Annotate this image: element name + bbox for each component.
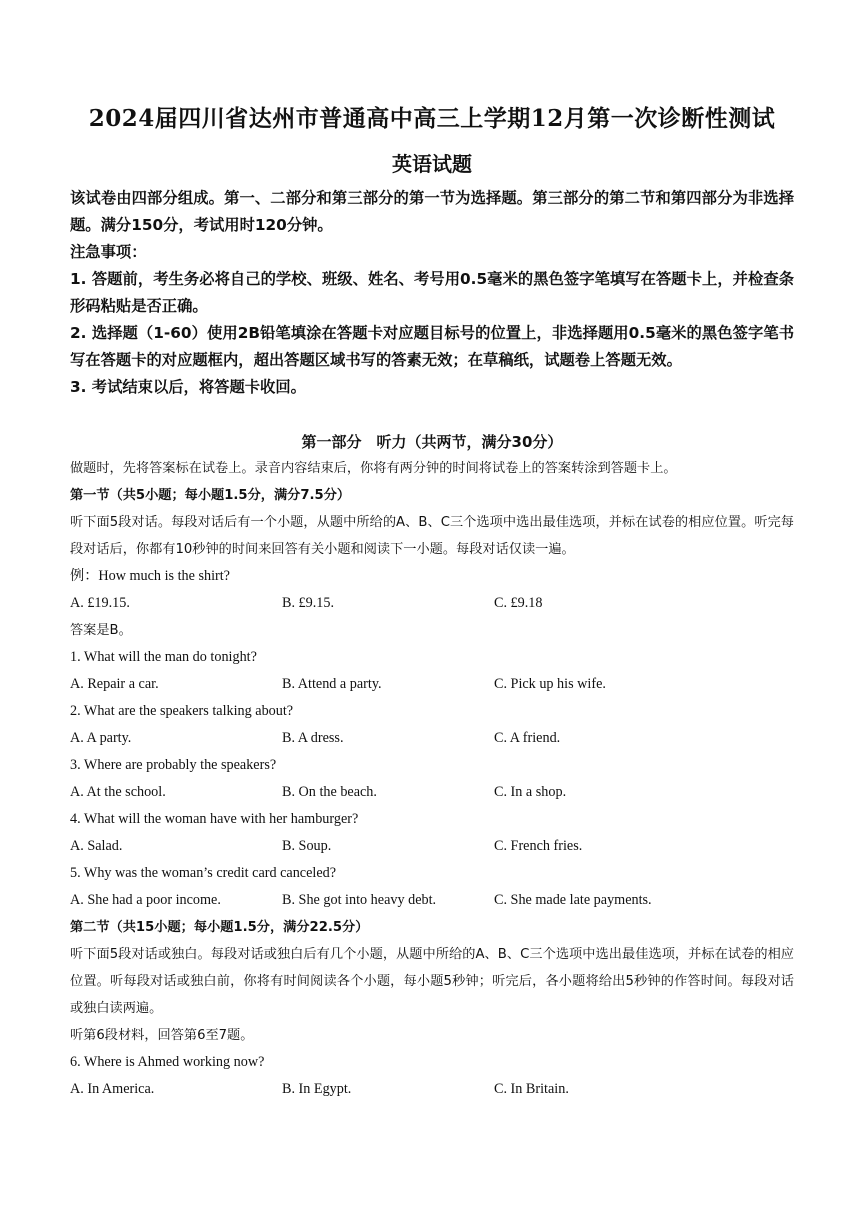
option-c: C. A friend. [494,730,561,746]
note-3: 3. 考试结束以后，将答题卡收回。 [70,378,306,396]
option-c: C. £9.18 [494,595,543,611]
part1-instruction: 做题时，先将答案标在试卷上。录音内容结束后，你将有两分钟的时间将试卷上的答案转涂到答题卡上。 [70,461,677,476]
option-c: C. Pick up his wife. [494,676,606,692]
question-3: 3. Where are probably the speakers? [70,757,277,773]
option-b: B. Soup. [282,838,332,854]
option-b: B. In Egypt. [282,1081,352,1097]
notice-heading: 注急事项： [70,243,147,261]
section2-instruction: 听下面5段对话或独白。每段对话或独白后有几个小题，从题中所给的A、B、C三个选项中选出最佳选项，并标在试卷的相应位置。听每段对话或独白前，你将有时间阅读各个小题，每小题5秒钟；听完后，各小题将给出5秒钟的作答时间。每段对话或独白读两遍。 [70,947,794,1016]
part1-heading: 第一部分 听力（共两节，满分30分） [301,433,563,451]
section1-heading: 第一节（共5小题；每小题1.5分，满分7.5分） [70,488,351,503]
option-a: A. Salad. [70,838,123,854]
note-1: 1. 答题前，考生务必将自己的学校、班级、姓名、考号用0.5毫米的黑色签字笔填写在答题卡上，并检查条形码粘贴是否正确。 [70,270,794,315]
option-c: C. In Britain. [494,1081,569,1097]
option-b: B. Attend a party. [282,676,382,692]
note-2: 2. 选择题（1-60）使用2B铅笔填涂在答题卡对应题目标号的位置上，非选择题用0.5毫米的黑色签字笔书写在答题卡的对应题框内，超出答题区域书写的答素无效；在草稿纸，试题卷上答题无效。 [70,324,794,369]
example-answer: 答案是B。 [70,623,132,638]
option-a: A. At the school. [70,784,166,800]
question-4-options [70,833,794,860]
option-a: A. In America. [70,1081,155,1097]
question-5-options [70,887,794,914]
option-a: A. £19.15. [70,595,130,611]
question-2: 2. What are the speakers talking about? [70,703,294,719]
option-b: B. A dress. [282,730,344,746]
option-a: A. She had a poor income. [70,892,221,908]
section2-heading: 第二节（共15小题；每小题1.5分，满分22.5分） [70,920,369,935]
part1-body [70,455,794,1103]
material-note: 听第6段材料，回答第6至7题。 [70,1028,254,1043]
page-subtitle: 英语试题 [392,152,472,176]
question-1-options [70,671,794,698]
option-a: A. Repair a car. [70,676,159,692]
question-6: 6. Where is Ahmed working now? [70,1054,265,1070]
section1-instruction: 听下面5段对话。每段对话后有一个小题，从题中所给的A、B、C三个选项中选出最佳选项，并标在试卷的相应位置。听完每段对话后，你都有10秒钟的时间来回答有关小题和阅读下一小题。每段对话仅读一遍。 [70,515,794,557]
exam-instructions [70,185,794,401]
option-b: B. £9.15. [282,595,335,611]
option-a: A. A party. [70,730,132,746]
question-4: 4. What will the woman have with her hamburger? [70,811,359,827]
option-b: B. She got into heavy debt. [282,892,437,908]
intro-paragraph: 该试卷由四部分组成。第一、二部分和第三部分的第一节为选择题。第三部分的第二节和第四部分为非选择题。满分150分，考试用时120分钟。 [70,189,794,234]
question-1: 1. What will the man do tonight? [70,649,257,665]
example-question: 例：How much is the shirt? [70,568,230,584]
example-options [70,590,794,617]
question-2-options [70,725,794,752]
page-title: 2024届四川省达州市普通高中高三上学期12月第一次诊断性测试 [88,105,776,132]
question-5: 5. Why was the woman’s credit card canceled? [70,865,337,881]
option-c: C. French fries. [494,838,583,854]
option-b: B. On the beach. [282,784,377,800]
option-c: C. In a shop. [494,784,567,800]
question-6-options [70,1076,794,1103]
option-c: C. She made late payments. [494,892,652,908]
question-3-options [70,779,794,806]
